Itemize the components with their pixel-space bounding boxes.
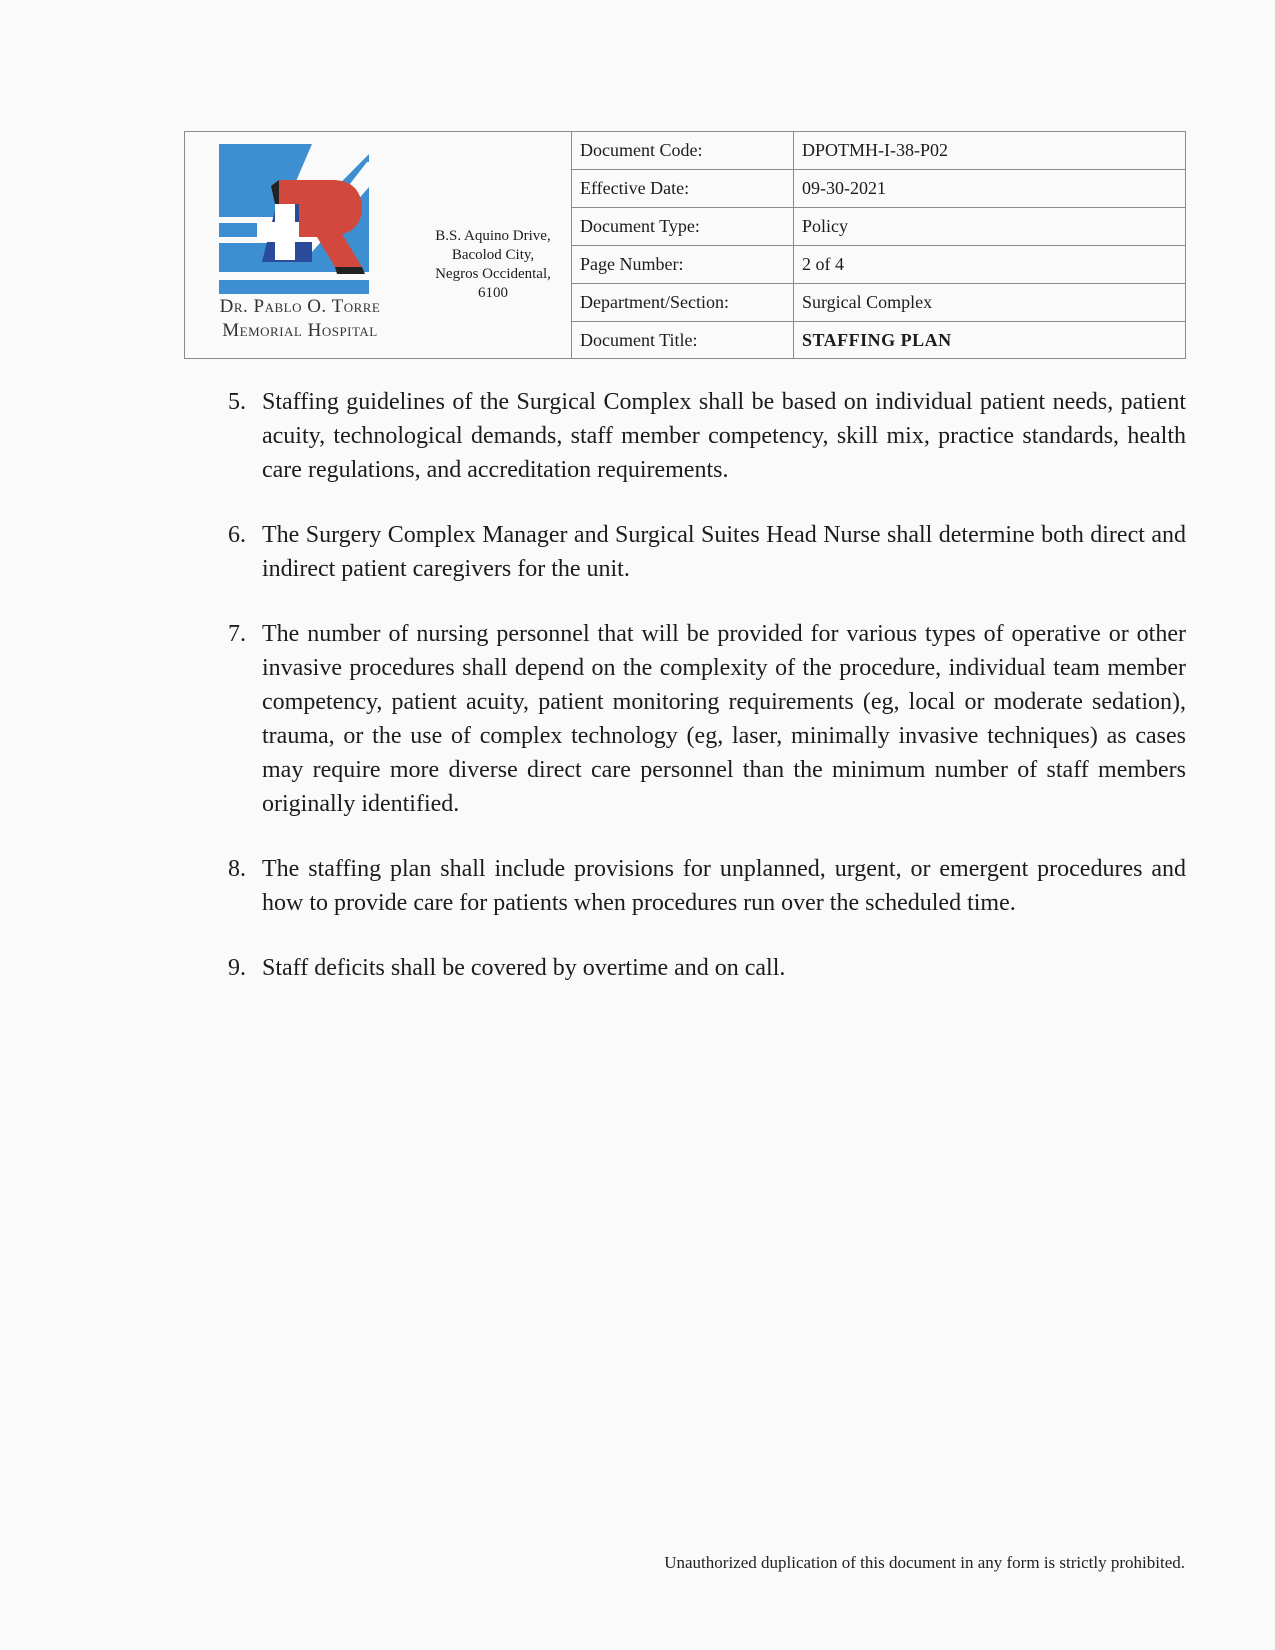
meta-value: Policy (794, 208, 1186, 246)
meta-row-department (572, 284, 1186, 322)
document-title: STAFFING PLAN (802, 330, 952, 350)
policy-item (228, 617, 1186, 821)
hospital-name (185, 295, 415, 343)
meta-label: Document Code: (572, 132, 794, 170)
meta-value: DPOTMH-I-38-P02 (794, 132, 1186, 170)
hospital-logo-icon (217, 142, 377, 300)
meta-row-document-type (572, 208, 1186, 246)
item-text: Staff deficits shall be covered by overtime and on call. (262, 955, 786, 981)
meta-row-effective-date (572, 170, 1186, 208)
logo-cell (185, 132, 415, 358)
item-number: 5. (228, 389, 246, 415)
meta-value: 2 of 4 (794, 246, 1186, 284)
meta-value: Surgical Complex (794, 284, 1186, 322)
meta-value: 09-30-2021 (794, 170, 1186, 208)
hospital-name-line1: Dr. Pablo O. Torre (219, 296, 381, 317)
meta-label: Document Type: (572, 208, 794, 246)
policy-items (228, 385, 1186, 1016)
address-line: Negros Occidental, (435, 266, 551, 282)
meta-label: Document Title: (572, 322, 794, 360)
meta-label: Page Number: (572, 246, 794, 284)
footer-notice: Unauthorized duplication of this document in any form is strictly prohibited. (664, 1553, 1185, 1572)
item-number: 7. (228, 621, 246, 647)
item-text: The number of nursing personnel that will be provided for various types of operative or other invasive procedures shall depend on the complexity of the procedure, individual team member competency, patient acuity, patient monitoring requirements (eg, local or moderate sedation), trauma, or the use of complex technology (eg, laser, minimally invasive techniques) as cases may require more diverse direct care personnel than the minimum number of staff members originally identified. (262, 621, 1186, 817)
item-number: 9. (228, 955, 246, 981)
address-line: B.S. Aquino Drive, (435, 228, 551, 244)
address-block (415, 132, 571, 358)
meta-row-document-title (572, 322, 1186, 360)
policy-item (228, 518, 1186, 586)
address-line: Bacolod City, (451, 247, 535, 263)
item-number: 8. (228, 856, 246, 882)
policy-item (228, 951, 1186, 985)
meta-label: Effective Date: (572, 170, 794, 208)
item-number: 6. (228, 522, 246, 548)
meta-row-page-number (572, 246, 1186, 284)
document-header (184, 131, 1186, 359)
item-text: Staffing guidelines of the Surgical Complex shall be based on individual patient needs, patient acuity, technological demands, staff member competency, skill mix, practice standards, health care regulations, and accreditation requirements. (262, 389, 1186, 483)
document-meta-table (571, 132, 1185, 359)
meta-label: Department/Section: (572, 284, 794, 322)
policy-item (228, 852, 1186, 920)
item-text: The Surgery Complex Manager and Surgical Suites Head Nurse shall determine both direct and indirect patient caregivers for the unit. (262, 522, 1186, 582)
item-text: The staffing plan shall include provisions for unplanned, urgent, or emergent procedures and how to provide care for patients when procedures run over the scheduled time. (262, 856, 1186, 916)
policy-item (228, 385, 1186, 487)
meta-row-document-code (572, 132, 1186, 170)
hospital-name-line2: Memorial Hospital (222, 320, 378, 341)
address-line: 6100 (477, 285, 508, 301)
